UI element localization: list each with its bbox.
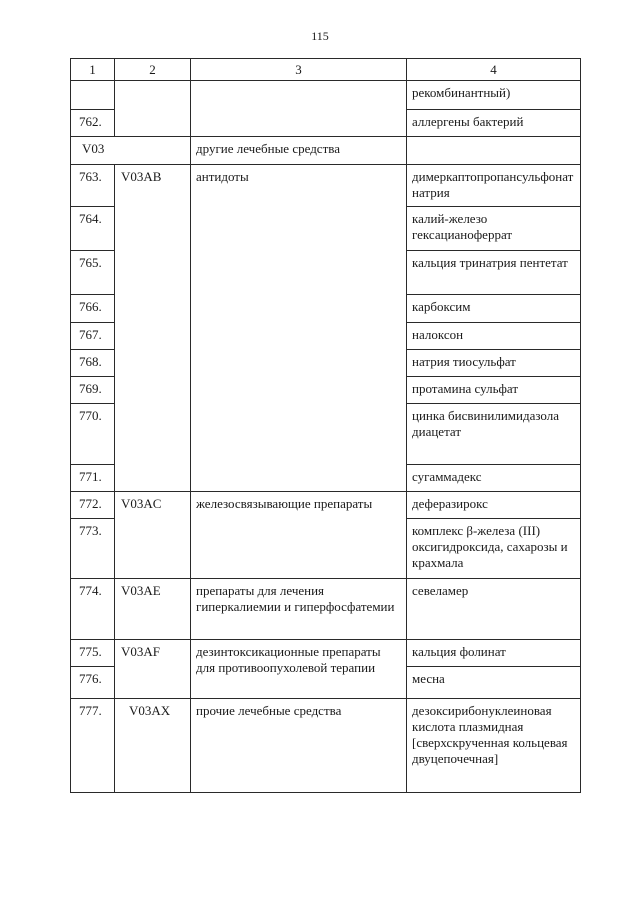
row-number: 764. xyxy=(71,207,115,251)
drug-name: рекомбинантный) xyxy=(407,81,581,110)
atc-code-cell xyxy=(115,81,191,137)
group-name: прочие лечебные средства xyxy=(191,699,407,793)
row-number: 770. xyxy=(71,404,115,465)
table-row xyxy=(71,640,581,667)
atc-code: V03AF xyxy=(115,640,191,699)
atc-code: V03AX xyxy=(115,699,191,793)
drug-name: кальция тринатрия пентетат xyxy=(407,251,581,295)
section-code: V03 xyxy=(82,141,105,156)
drug-name: натрия тиосульфат xyxy=(407,350,581,377)
section-row xyxy=(71,137,581,165)
atc-code: V03AB xyxy=(115,165,191,492)
header-col-3: 3 xyxy=(191,59,407,81)
drug-name: дезоксирибонуклеиновая кислота плазмидная [сверхскрученная кольцевая двуцепочечная] xyxy=(407,699,581,793)
section-code-cell xyxy=(71,137,191,165)
page-number: 115 xyxy=(311,29,329,43)
row-number: 772. xyxy=(71,492,115,519)
row-number: 768. xyxy=(71,350,115,377)
row-number: 763. xyxy=(71,165,115,207)
empty-cell xyxy=(407,137,581,165)
drug-name: протамина сульфат xyxy=(407,377,581,404)
row-number: 773. xyxy=(71,519,115,579)
group-name-cell xyxy=(191,81,407,137)
table-row xyxy=(71,579,581,640)
table-header-row xyxy=(71,59,581,81)
section-name: другие лечебные средства xyxy=(191,137,407,165)
atc-code: V03AE xyxy=(115,579,191,640)
group-name: дезинтоксикационные препараты для противоопухолевой терапии xyxy=(191,640,407,699)
drug-name: севеламер xyxy=(407,579,581,640)
atc-code: V03AC xyxy=(115,492,191,579)
row-number: 762. xyxy=(71,110,115,137)
row-number: 777. xyxy=(71,699,115,793)
drug-name: калий-железо гексацианоферрат xyxy=(407,207,581,251)
drug-name: деферазирокс xyxy=(407,492,581,519)
table-row xyxy=(71,165,581,207)
row-number: 771. xyxy=(71,465,115,492)
row-number: 766. xyxy=(71,295,115,323)
drug-name: сугаммадекс xyxy=(407,465,581,492)
row-number: 767. xyxy=(71,323,115,350)
header-col-1: 1 xyxy=(71,59,115,81)
drug-name: димеркаптопропансульфонат натрия xyxy=(407,165,581,207)
group-name: железосвязывающие препараты xyxy=(191,492,407,579)
group-name: препараты для лечения гиперкалиемии и гиперфосфатемии xyxy=(191,579,407,640)
table-row xyxy=(71,81,581,110)
drug-name: месна xyxy=(407,667,581,699)
drug-name: комплекс β-железа (III) оксигидроксида, сахарозы и крахмала xyxy=(407,519,581,579)
drug-name: цинка бисвинилимидазола диацетат xyxy=(407,404,581,465)
drug-name: кальция фолинат xyxy=(407,640,581,667)
drug-name: налоксон xyxy=(407,323,581,350)
drug-name: аллергены бактерий xyxy=(407,110,581,137)
group-name: антидоты xyxy=(191,165,407,492)
header-col-2: 2 xyxy=(115,59,191,81)
row-number: 774. xyxy=(71,579,115,640)
header-col-4: 4 xyxy=(407,59,581,81)
table-row xyxy=(71,492,581,519)
row-number: 776. xyxy=(71,667,115,699)
row-number: 765. xyxy=(71,251,115,295)
medicines-table xyxy=(70,58,581,793)
row-number xyxy=(71,81,115,110)
table-row xyxy=(71,699,581,793)
row-number: 769. xyxy=(71,377,115,404)
row-number: 775. xyxy=(71,640,115,667)
drug-name: карбоксим xyxy=(407,295,581,323)
